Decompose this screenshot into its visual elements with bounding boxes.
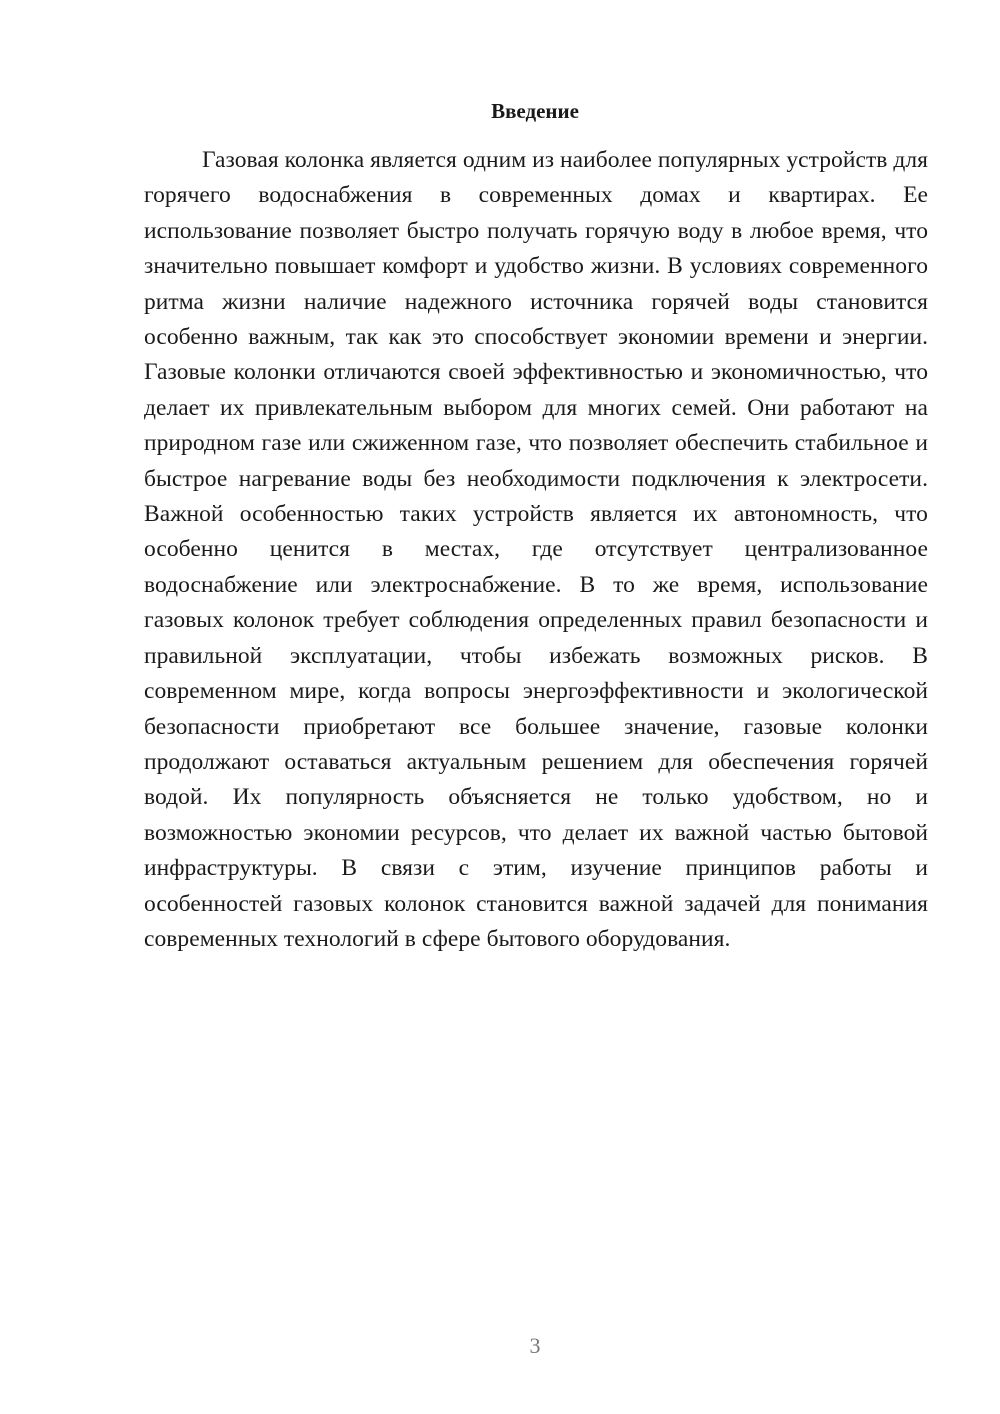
body-paragraph: Газовая колонка является одним из наиболее популярных устройств для горячего водоснабжения в современных домах и квартирах. Ее использование позволяет быстро получать горячую воду в любое время, что значительно повышает комфорт и удобство жизни. В условиях современного ритма жизни наличие надежного источника горячей воды становится особенно важным, так как это способствует экономии времени и энергии. Газовые колонки отличаются своей эффективностью и экономичностью, что делает их привлекательным выбором для многих семей. Они работают на природном газе или сжиженном газе, что позволяет обеспечить стабильное и быстрое нагревание воды без необходимости подключения к электросети. Важной особенностью таких устройств является их автономность, что особенно ценится в местах, где отсутствует централизованное водоснабжение или электроснабжение. В то же время, использование газовых колонок требует соблюдения определенных правил безопасности и правильной эксплуатации, чтобы избежать возможных рисков. В современном мире, когда вопросы энергоэффективности и экологической безопасности приобретают все большее значение, газовые колонки продолжают оставаться актуальным решением для обеспечения горячей водой. Их популярность объясняется не только удобством, но и возможностью экономии ресурсов, что делает их важной частью бытовой инфраструктуры. В связи с этим, изучение принципов работы и особенностей газовых колонок становится важной задачей для понимания современных технологий в сфере бытового оборудования. xyxy=(144,147,928,952)
page-number: 3 xyxy=(529,1333,541,1358)
section-title: Введение xyxy=(491,99,579,123)
